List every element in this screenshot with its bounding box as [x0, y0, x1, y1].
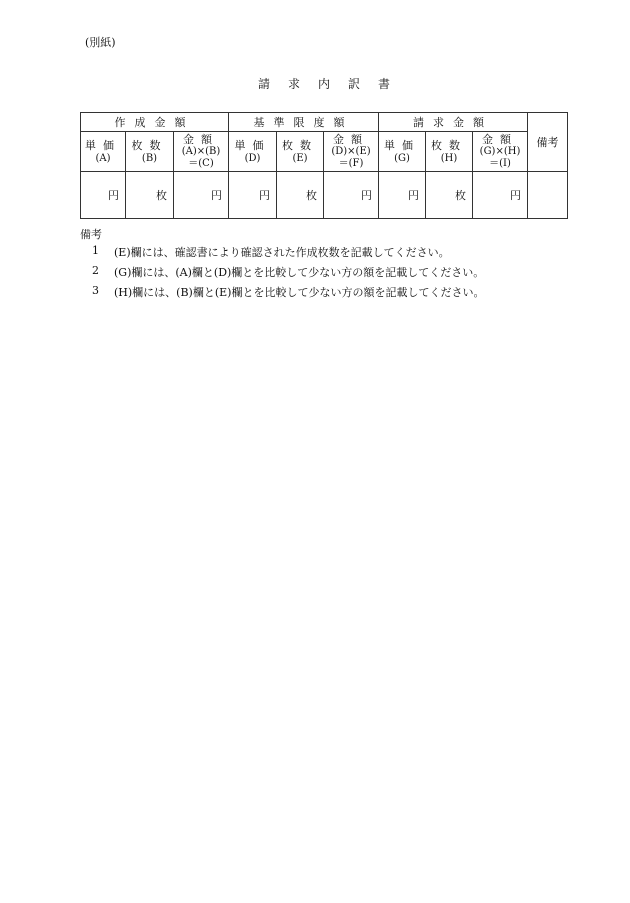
col-header-count-b: 枚数 (B) — [126, 132, 174, 172]
note-item — [92, 284, 484, 304]
value-cell-a[interactable]: 円 — [81, 172, 126, 219]
breakdown-table — [80, 112, 568, 219]
note-text: (E)欄には、確認書により確認された作成枚数を記載してください。 — [114, 246, 450, 259]
value-cell-e[interactable]: 枚 — [277, 172, 324, 219]
group-header-claim-amount: 請求金額 — [379, 113, 528, 132]
col-header-count-e: 枚数 (E) — [277, 132, 324, 172]
remarks-column-header: 備考 — [528, 113, 568, 172]
col-header-amount-i: 金額 (G)×(H) ＝(I) — [473, 132, 528, 172]
note-item — [92, 244, 484, 264]
note-number: 1 — [92, 244, 99, 257]
note-text: (G)欄には、(A)欄と(D)欄とを比較して少ない方の額を記載してください。 — [114, 266, 485, 279]
value-cell-d[interactable]: 円 — [229, 172, 277, 219]
attachment-label: (別紙) — [85, 36, 116, 49]
col-header-unit-price-a: 単価 (A) — [81, 132, 126, 172]
note-number: 2 — [92, 264, 99, 277]
value-cell-c[interactable]: 円 — [174, 172, 229, 219]
value-cell-b[interactable]: 枚 — [126, 172, 174, 219]
col-header-unit-price-d: 単価 (D) — [229, 132, 277, 172]
note-number: 3 — [92, 284, 99, 297]
value-cell-f[interactable]: 円 — [324, 172, 379, 219]
note-item — [92, 264, 484, 284]
group-header-standard-limit: 基準限度額 — [229, 113, 379, 132]
remarks-notes — [92, 244, 484, 304]
col-header-amount-c: 金額 (A)×(B) ＝(C) — [174, 132, 229, 172]
value-cell-g[interactable]: 円 — [379, 172, 426, 219]
document-title: 請求内訳書 — [257, 77, 408, 91]
col-header-count-h: 枚数 (H) — [426, 132, 473, 172]
group-header-creation-amount: 作成金額 — [81, 113, 229, 132]
value-cell-remarks[interactable] — [528, 172, 568, 219]
note-text: (H)欄には、(B)欄と(E)欄とを比較して少ない方の額を記載してください。 — [114, 286, 485, 299]
col-header-unit-price-g: 単価 (G) — [379, 132, 426, 172]
col-header-amount-f: 金額 (D)×(E) ＝(F) — [324, 132, 379, 172]
value-cell-i[interactable]: 円 — [473, 172, 528, 219]
remarks-heading: 備考 — [80, 228, 102, 241]
value-cell-h[interactable]: 枚 — [426, 172, 473, 219]
